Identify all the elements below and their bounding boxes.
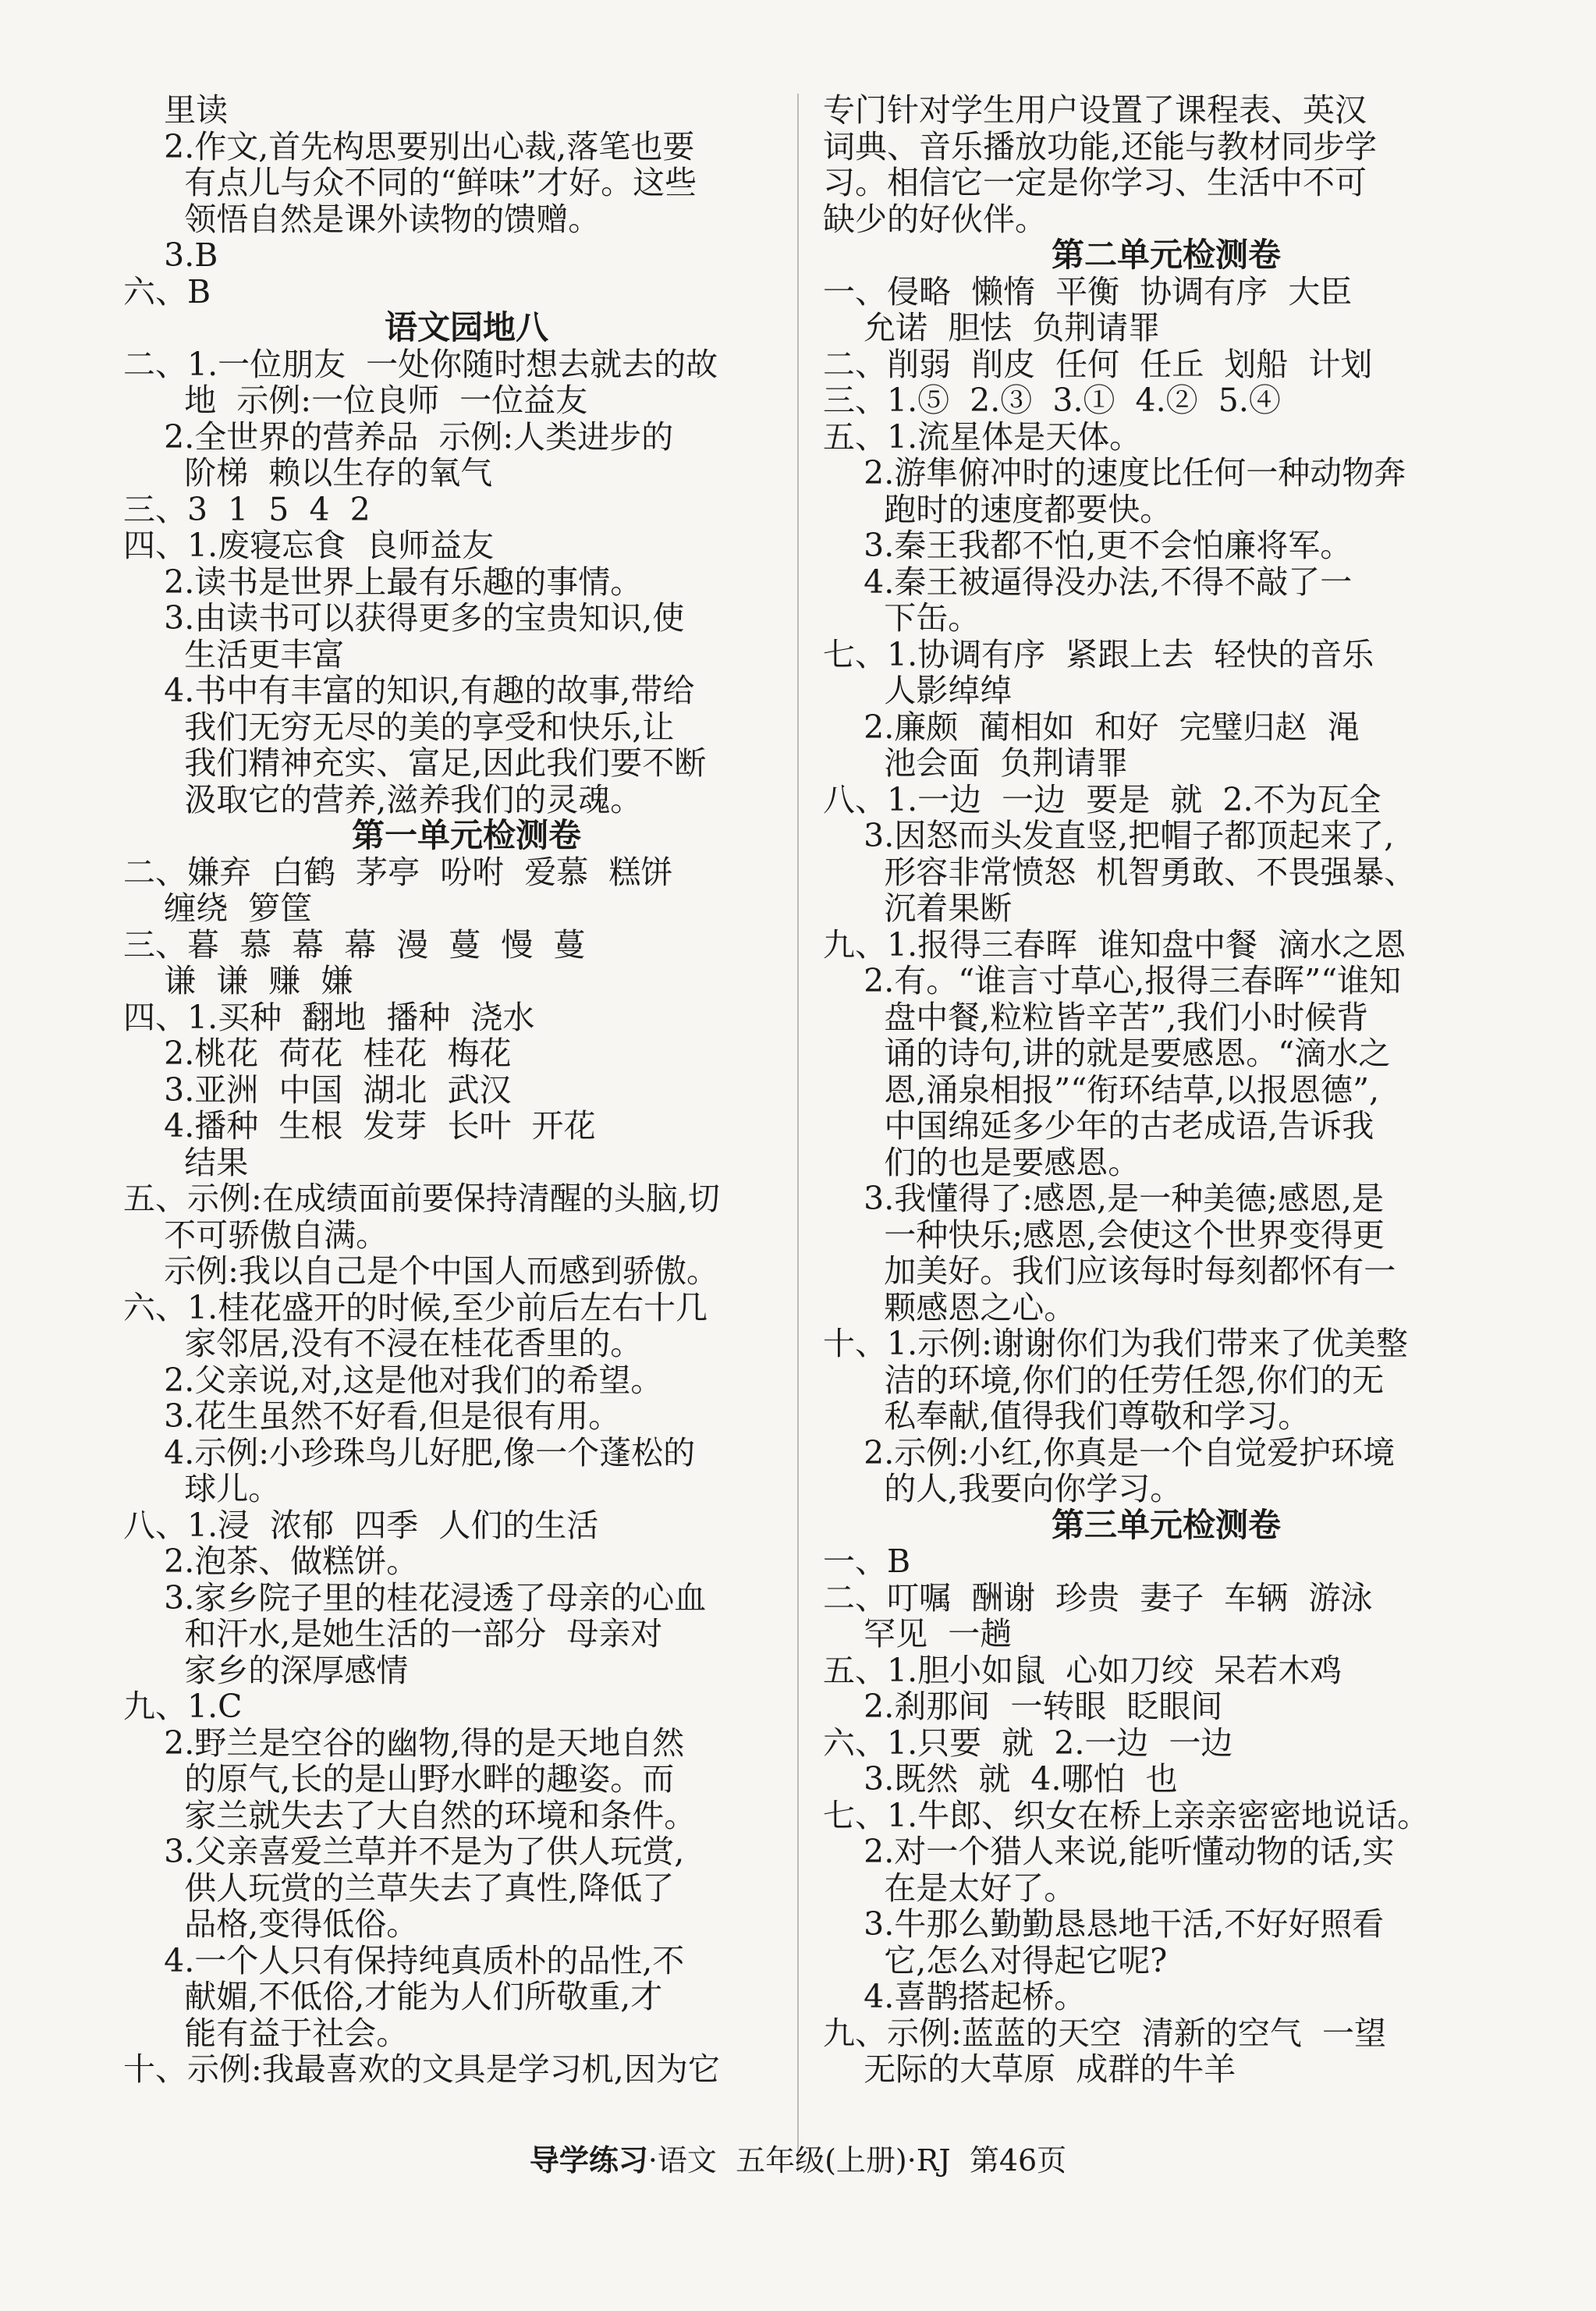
answer-line: 五、1.胆小如鼠 心如刀绞 呆若木鸡	[823, 1651, 1342, 1689]
answer-line: 的原气,长的是山野水畔的趣姿。而	[123, 1760, 675, 1798]
answer-line: 2.泡茶、做糕饼。	[123, 1542, 419, 1580]
answer-line: 供人玩赏的兰草失去了真性,降低了	[123, 1869, 675, 1907]
answer-line: 和汗水,是她生活的一部分 母亲对	[123, 1615, 663, 1652]
answer-line: 2.作文,首先构思要别出心裁,落笔也要	[123, 127, 695, 165]
answer-line: 示例:我以自己是个中国人而感到骄傲。	[123, 1252, 718, 1290]
answer-line: 家兰就失去了大自然的环境和条件。	[123, 1796, 697, 1834]
answer-line: 3.既然 就 4.哪怕 也	[823, 1760, 1178, 1798]
answer-line: 不可骄傲自满。	[123, 1216, 388, 1254]
answer-line: 跑时的速度都要快。	[823, 490, 1172, 528]
answer-line: 我们精神充实、富足,因此我们要不断	[123, 744, 707, 782]
answer-line: 3.因怒而头发直竖,把帽子都顶起来了,	[823, 817, 1395, 854]
answer-line: 品格,变得低俗。	[123, 1905, 419, 1943]
answer-line: 2.读书是世界上最有乐趣的事情。	[123, 563, 643, 601]
answer-line: 4.喜鹊搭起桥。	[823, 1978, 1087, 2015]
answer-line: 们的也是要感恩。	[823, 1143, 1140, 1181]
answer-line: 3.由读书可以获得更多的宝贵知识,使	[123, 599, 685, 637]
answer-line: 2.对一个猎人来说,能听懂动物的话,实	[823, 1833, 1395, 1870]
answer-line: 一、侵略 懒惰 平衡 协调有序 大臣	[823, 272, 1353, 311]
answer-line: 中国绵延多少年的古老成语,告诉我	[823, 1107, 1374, 1145]
answer-line: 颗感恩之心。	[823, 1288, 1076, 1326]
answer-line: 一、B	[823, 1542, 911, 1580]
answer-line: 2.全世界的营养品 示例:人类进步的	[123, 417, 674, 456]
answer-line: 加美好。我们应该每时每刻都怀有一	[823, 1252, 1396, 1290]
section-heading: 语文园地八	[384, 308, 548, 346]
answer-line: 六、B	[123, 272, 211, 311]
answer-line: 3.秦王我都不怕,更不会怕廉将军。	[823, 527, 1353, 564]
answer-line: 十、1.示例:谢谢你们为我们带来了优美整	[823, 1325, 1408, 1362]
answer-line: 二、嫌弃 白鹤 茅亭 吩咐 爱慕 糕饼	[123, 853, 673, 891]
answer-line: 二、叮嘱 酬谢 珍贵 妻子 车辆 游泳	[823, 1578, 1373, 1617]
answer-line: 2.父亲说,对,这是他对我们的希望。	[123, 1361, 663, 1399]
answer-line: 人影绰绰	[823, 672, 1013, 709]
answer-line: 领悟自然是课外读物的馈赠。	[123, 200, 601, 238]
answer-line: 2.游隼俯冲时的速度比任何一种动物奔	[823, 454, 1406, 492]
right-column	[823, 92, 1509, 2088]
answer-line: 缠绕 箩筐	[123, 889, 313, 927]
section-heading: 第三单元检测卷	[1051, 1505, 1281, 1544]
answer-line: 形容非常愤怒 机智勇敢、不畏强暴、	[823, 853, 1417, 891]
footer-info: ·语文 五年级(上册)·RJ 第46页	[647, 2143, 1067, 2178]
footer-brand: 导学练习	[529, 2143, 648, 2178]
answer-line: 六、1.只要 就 2.一边 一边	[823, 1723, 1233, 1762]
answer-line: 献媚,不低俗,才能为人们所敬重,才	[123, 1978, 663, 2015]
answer-line: 九、1.报得三春晖 谁知盘中餐 滴水之恩	[823, 925, 1406, 964]
answer-line: 在是太好了。	[823, 1869, 1076, 1907]
answer-line: 五、示例:在成绩面前要保持清醒的头脑,切	[123, 1180, 720, 1217]
answer-line: 我们无穷无尽的美的享受和快乐,让	[123, 708, 675, 746]
answer-line: 下缶。	[823, 599, 981, 637]
answer-line: 谦 谦 赚 嫌	[123, 962, 353, 999]
answer-line: 恩,涌泉相报”“衔环结草,以报恩德”,	[823, 1070, 1380, 1109]
left-column	[123, 92, 810, 2088]
answer-line: 私奉献,值得我们尊敬和学习。	[823, 1397, 1310, 1435]
page-footer	[0, 2136, 1596, 2179]
answer-line: 有点儿与众不同的“鲜味”才好。这些	[123, 164, 697, 201]
answer-line: 2.廉颇 蔺相如 和好 完璧归赵 渑	[823, 708, 1360, 746]
answer-line: 4.秦王被逼得没办法,不得不敲了一	[823, 563, 1353, 601]
answer-line: 九、1.C	[123, 1688, 243, 1725]
answer-line: 球儿。	[123, 1470, 281, 1507]
answer-line: 4.书中有丰富的知识,有趣的故事,带给	[123, 672, 695, 709]
answer-line: 结果	[123, 1143, 249, 1181]
answer-line: 3.家乡院子里的桂花浸透了母亲的心血	[123, 1578, 707, 1617]
answer-line: 2.野兰是空谷的幽物,得的是天地自然	[123, 1723, 685, 1762]
answer-line: 它,怎么对得起它呢?	[823, 1941, 1168, 1979]
answer-line: 2.示例:小红,你真是一个自觉爱护环境	[823, 1433, 1396, 1471]
answer-line: 八、1.一边 一边 要是 就 2.不为瓦全	[823, 780, 1381, 818]
answer-line: 家邻居,没有不浸在桂花香里的。	[123, 1325, 643, 1362]
answer-line: 十、示例:我最喜欢的文具是学习机,因为它	[123, 2050, 720, 2088]
answer-line: 3.B	[123, 236, 218, 274]
answer-line: 的人,我要向你学习。	[823, 1470, 1183, 1507]
section-heading: 第二单元检测卷	[1051, 236, 1281, 274]
answer-line: 3.父亲喜爱兰草并不是为了供人玩赏,	[123, 1833, 685, 1870]
answer-line: 2.桃花 荷花 桂花 梅花	[123, 1035, 512, 1072]
answer-line: 九、示例:蓝蓝的天空 清新的空气 一望	[823, 2014, 1386, 2052]
answer-line: 3.牛那么勤勤恳恳地干活,不好好照看	[823, 1905, 1385, 1943]
answer-line: 洁的环境,你们的任劳任怨,你们的无	[823, 1361, 1385, 1399]
answer-line: 沉着果断	[823, 889, 1013, 927]
answer-line: 能有益于社会。	[123, 2014, 409, 2052]
answer-line: 4.一个人只有保持纯真质朴的品性,不	[123, 1941, 685, 1979]
answer-line: 诵的诗句,讲的就是要感恩。“滴水之	[823, 1035, 1391, 1072]
answer-line: 2.刹那间 一转眼 眨眼间	[823, 1688, 1223, 1725]
answer-line: 七、1.牛郎、织女在桥上亲亲密密地说话。	[823, 1796, 1430, 1834]
section-heading: 第一单元检测卷	[351, 816, 581, 854]
answer-line: 词典、音乐播放功能,还能与教材同步学	[823, 127, 1378, 165]
answer-line: 六、1.桂花盛开的时候,至少前后左右十几	[123, 1288, 708, 1326]
answer-line: 2.有。“谁言寸草心,报得三春晖”“谁知	[823, 962, 1402, 999]
answer-line: 专门针对学生用户设置了课程表、英汉	[823, 91, 1367, 129]
answer-line: 允诺 胆怯 负荆请罪	[823, 309, 1161, 346]
answer-line: 4.示例:小珍珠鸟儿好肥,像一个蓬松的	[123, 1433, 696, 1471]
answer-line: 里读	[123, 91, 229, 129]
answer-line: 一种快乐;感恩,会使这个世界变得更	[823, 1216, 1385, 1254]
answer-line: 地 示例:一位良师 一位益友	[123, 382, 588, 419]
answer-line: 汲取它的营养,滋养我们的灵魂。	[123, 780, 643, 818]
answer-line: 四、1.废寝忘食 良师益友	[123, 527, 495, 564]
answer-line: 五、1.流星体是天体。	[823, 417, 1142, 456]
answer-line: 缺少的好伙伴。	[823, 200, 1047, 238]
answer-line: 罕见 一趟	[823, 1615, 1013, 1652]
answer-line: 无际的大草原 成群的牛羊	[823, 2050, 1236, 2088]
column-divider	[797, 94, 799, 2169]
answer-line: 3.亚洲 中国 湖北 武汉	[123, 1070, 512, 1109]
answer-line: 八、1.浸 浓郁 四季 人们的生活	[123, 1506, 599, 1544]
answer-line: 3.我懂得了:感恩,是一种美德;感恩,是	[823, 1180, 1384, 1217]
answer-line: 三、3 1 5 4 2	[123, 490, 371, 528]
answer-line: 二、1.一位朋友 一处你随时想去就去的故	[123, 345, 718, 383]
answer-line: 七、1.协调有序 紧跟上去 轻快的音乐	[823, 635, 1374, 673]
answer-line: 四、1.买种 翻地 播种 浇水	[123, 998, 535, 1036]
answer-line: 二、削弱 削皮 任何 任丘 划船 计划	[823, 345, 1373, 383]
answer-line: 盘中餐,粒粒皆辛苦”,我们小时候背	[823, 998, 1369, 1036]
answer-line: 习。相信它一定是你学习、生活中不可	[823, 164, 1367, 201]
answer-line: 4.播种 生根 发芽 长叶 开花	[123, 1107, 596, 1145]
answer-line: 三、1.⑤ 2.③ 3.① 4.② 5.④	[823, 382, 1281, 419]
answer-line: 3.花生虽然不好看,但是很有用。	[123, 1397, 621, 1435]
answer-line: 池会面 负荆请罪	[823, 744, 1129, 782]
answer-line: 三、暮 慕 幕 幕 漫 蔓 慢 蔓	[123, 925, 586, 964]
answer-line: 生活更丰富	[123, 635, 345, 673]
answer-line: 阶梯 赖以生存的氧气	[123, 454, 493, 492]
answer-line: 家乡的深厚感情	[123, 1651, 409, 1689]
